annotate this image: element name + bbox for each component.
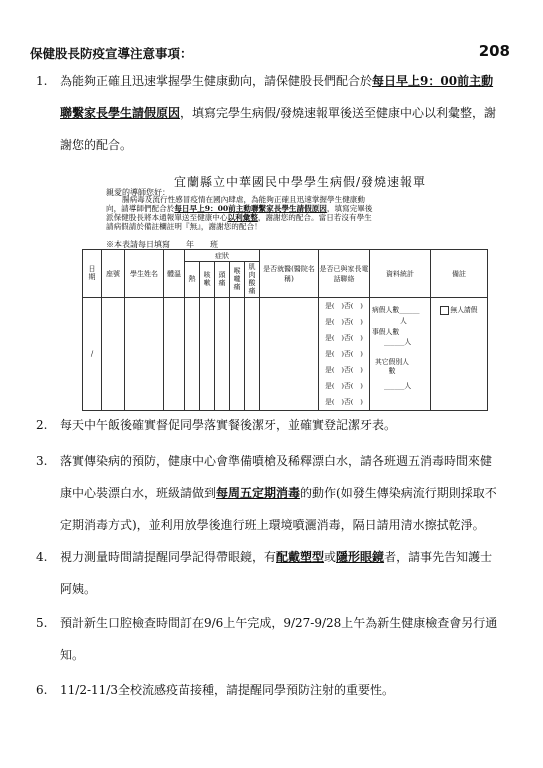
item-text: 為能夠正確且迅速掌握學生健康動向，請保健股長們配合於 <box>60 74 373 88</box>
col-seat: 座號 <box>102 250 125 298</box>
col-symptom-fever: 熱 <box>185 262 200 298</box>
notice-item-5 <box>36 608 526 672</box>
item-number: 5. <box>36 616 48 630</box>
item-line <box>60 130 132 160</box>
item-line <box>60 675 394 705</box>
date-cell: / <box>83 298 102 411</box>
notice-item-3 <box>36 446 526 542</box>
item-text: 知。 <box>60 648 85 662</box>
form-paragraph-line-4: 請病假請於備註欄註明『無』，謝謝您的配合！ <box>106 222 262 231</box>
form-title: 宜蘭縣立中華國民中學學生病假/發燒速報單 <box>173 175 427 189</box>
item-number: 1. <box>36 74 48 88</box>
item-number: 3. <box>36 454 48 468</box>
notice-item-1 <box>36 66 526 162</box>
item-text: 謝您的配合。 <box>60 138 133 152</box>
note-cell: 無人請假 <box>431 298 488 411</box>
notice-item-4 <box>36 542 526 606</box>
col-symptom-group: 症狀 <box>185 250 260 262</box>
item-line <box>60 510 485 540</box>
item-text: 視力測量時間請提醒同學記得帶眼鏡，有 <box>60 550 277 564</box>
col-temp: 體溫 <box>164 250 185 298</box>
item-line <box>60 542 492 572</box>
contact-options: 是( )否( ) 是( )否( ) 是( )否( ) 是( )否( ) 是( )否( ) 是( )否( ) 是( )否( ) <box>319 298 370 411</box>
col-date: 日期 <box>83 250 102 298</box>
item-line <box>60 98 496 128</box>
col-stats: 資料統計 <box>370 250 431 298</box>
form-greeting: 親愛的導師您好： <box>106 188 170 197</box>
col-note: 備註 <box>431 250 488 298</box>
item-line <box>60 640 84 670</box>
checkbox-icon[interactable] <box>440 306 449 315</box>
page-header <box>30 44 510 64</box>
report-table <box>82 249 488 411</box>
item-text: 11/2-11/3全校流感疫苗接種，請提醒同學預防注射的重要性。 <box>60 683 394 697</box>
item-emphasis: 聯繫家長學生請假原因 <box>60 106 181 120</box>
item-line <box>60 66 493 96</box>
item-text: 康中心裝漂白水，班級請做到 <box>60 486 217 500</box>
col-see-doctor: 是否就醫(醫院名稱) <box>260 250 319 298</box>
item-line <box>60 410 396 440</box>
item-line <box>60 446 492 476</box>
item-emphasis: 隱形眼鏡 <box>336 550 385 564</box>
item-text: 或 <box>324 550 337 564</box>
item-text: 每天中午飯後確實督促同學落實餐後潔牙，並確實登記潔牙表。 <box>60 418 397 432</box>
item-line <box>60 574 96 604</box>
item-text: 的動作(如發生傳染病流行期則採取不 <box>300 486 497 500</box>
fever-report-form <box>82 173 518 413</box>
item-text: 預計新生口腔檢查時間訂在9/6上午完成，9/27-9/28上午為新生健康檢查會另行通 <box>60 616 498 630</box>
col-name: 學生姓名 <box>125 250 164 298</box>
col-contact: 是否已與家長電話聯絡 <box>319 250 370 298</box>
item-text: 者，請事先告知護士 <box>384 550 493 564</box>
item-number: 2. <box>36 418 48 432</box>
item-number: 4. <box>36 550 48 564</box>
form-paragraph-line-2: 向，請導師們配合於每日早上9：00前主動聯繫家長學生請假原因，填寫完畢後 <box>106 204 373 213</box>
form-fill-line: ※本表請每日填寫 年 班 <box>106 240 218 249</box>
col-symptom-headache: 頭痛 <box>215 262 230 298</box>
item-emphasis: 每日早上9：00前主動 <box>372 74 494 88</box>
form-paragraph-line-1: 腸病毒及流行性感冒疫情在國內肆虐，為能夠正確且迅速掌握學生健康動 <box>122 195 365 204</box>
page-number: 208 <box>478 42 510 60</box>
item-text: ，填寫完學生病假/發燒速報單後送至健康中心以利彙整，謝 <box>180 106 497 120</box>
col-symptom-sore-throat: 喉嚨痛 <box>230 262 245 298</box>
page-title: 保健股長防疫宣導注意事項： <box>30 46 193 61</box>
col-symptom-cough: 咳嗽 <box>200 262 215 298</box>
notice-item-2 <box>36 410 526 442</box>
stats-cell: 病假人數______ 人 事假人數 ______人 其它假別人數 ______人 <box>370 298 431 411</box>
item-text: 阿姨。 <box>60 582 97 596</box>
item-emphasis: 配戴塑型 <box>276 550 325 564</box>
form-paragraph-line-3: 派保健股長將本通報單送至健康中心以利彙整，謝謝您的配合。當日若沒有學生 <box>106 213 372 222</box>
notice-item-6 <box>36 675 526 707</box>
item-emphasis: 每周五定期消毒 <box>216 486 301 500</box>
item-text: 定期消毒方式)，並利用放學後進行班上環境噴灑消毒，隔日請用清水擦拭乾淨。 <box>60 518 485 532</box>
item-line <box>60 478 497 508</box>
item-text: 落實傳染病的預防，健康中心會準備噴槍及稀釋漂白水，請各班週五消毒時間來健 <box>60 454 493 468</box>
item-number: 6. <box>36 683 48 697</box>
col-symptom-muscle-ache: 肌肉酸痛 <box>245 262 260 298</box>
item-line <box>60 608 497 638</box>
